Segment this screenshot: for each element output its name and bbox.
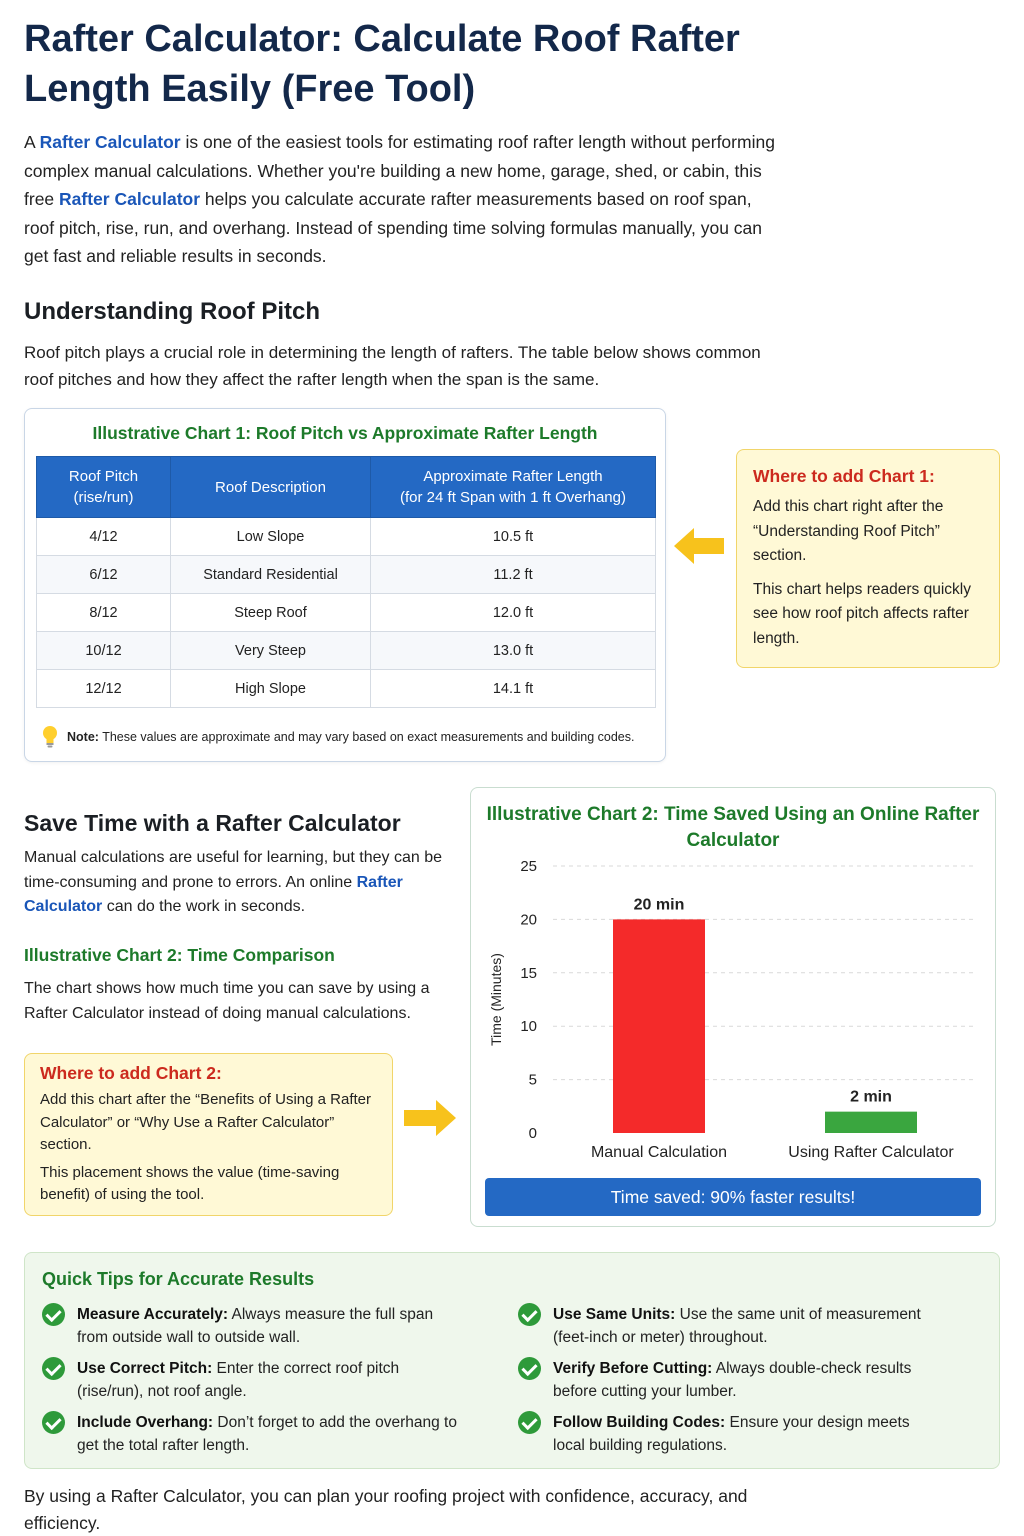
tip-item bbox=[518, 1357, 938, 1403]
table-row bbox=[37, 670, 656, 708]
table-cell: 12.0 ft bbox=[371, 594, 656, 632]
table-cell: 8/12 bbox=[37, 594, 171, 632]
table-cell: Low Slope bbox=[171, 518, 371, 556]
y-tick-label: 0 bbox=[528, 1125, 537, 1142]
save-time-paragraph bbox=[24, 846, 444, 920]
save-text-1: Manual calculations are useful for learning, but they can be time-consuming and prone to errors. An online bbox=[24, 849, 443, 891]
callout-chart1 bbox=[736, 449, 1000, 668]
header-line: (rise/run) bbox=[73, 489, 134, 506]
tip-text: Ensure your design meets local building regulations. bbox=[553, 1414, 910, 1454]
y-tick-label: 10 bbox=[520, 1018, 537, 1036]
x-tick-label: Manual Calculation bbox=[590, 1144, 728, 1161]
tips-title: Quick Tips for Accurate Results bbox=[42, 1269, 315, 1289]
tip-text: Always measure the full span from outside wall to outside wall. bbox=[77, 1306, 434, 1346]
column-header bbox=[171, 457, 371, 518]
intro-paragraph bbox=[24, 128, 784, 271]
tip-label: Verify Before Cutting: bbox=[553, 1360, 713, 1377]
callout2-text: This placement shows the value (time-saving benefit) of using the tool. bbox=[40, 1163, 340, 1203]
table-cell: 13.0 ft bbox=[371, 632, 656, 670]
x-tick-label: Using Rafter Calculator bbox=[788, 1144, 954, 1161]
chart1-title: Illustrative Chart 1: Roof Pitch vs Approximate Rafter Length bbox=[92, 423, 598, 443]
tip-item bbox=[42, 1357, 462, 1403]
tip-label: Measure Accurately: bbox=[77, 1306, 229, 1323]
table-cell: 12/12 bbox=[37, 670, 171, 708]
table-cell: Steep Roof bbox=[171, 594, 371, 632]
chart2-subheading: Illustrative Chart 2: Time Comparison bbox=[24, 945, 335, 965]
data-label: 20 min bbox=[633, 896, 685, 914]
rafter-calculator-link[interactable]: Rafter Calculator bbox=[24, 873, 403, 915]
table-cell: Standard Residential bbox=[171, 556, 371, 594]
quick-tips-panel bbox=[24, 1252, 1000, 1469]
arrow-left-icon bbox=[674, 527, 726, 565]
tip-text: Use the same unit of measurement (feet-inch or meter) throughout. bbox=[553, 1306, 921, 1346]
intro-text-3: helps you calculate accurate rafter measurements based on roof span, roof pitch, rise, run, and overhang. Instead of spending time solving formulas manually, you can get fast and reliable results in seconds. bbox=[24, 189, 762, 266]
chart2-description: The chart shows how much time you can save by using a Rafter Calculator instead of doing manual calculations. bbox=[24, 980, 430, 1022]
check-circle-icon bbox=[518, 1303, 541, 1326]
page-title: Rafter Calculator: Calculate Roof Rafter Length Easily (Free Tool) bbox=[24, 18, 740, 110]
y-tick-label: 25 bbox=[520, 858, 537, 875]
y-axis-label: Time (Minutes) bbox=[488, 953, 504, 1046]
tip-item bbox=[518, 1303, 938, 1349]
check-circle-icon bbox=[518, 1357, 541, 1380]
table-row bbox=[37, 594, 656, 632]
table-cell: 10/12 bbox=[37, 632, 171, 670]
header-line: Approximate Rafter Length bbox=[423, 468, 603, 485]
callout2-title: Where to add Chart 2: bbox=[40, 1063, 222, 1083]
save-time-heading: Save Time with a Rafter Calculator bbox=[24, 810, 401, 836]
column-header bbox=[37, 457, 171, 518]
tip-item bbox=[518, 1411, 938, 1457]
y-tick-label: 15 bbox=[520, 964, 537, 982]
tip-label: Follow Building Codes: bbox=[553, 1414, 726, 1431]
table-cell: 11.2 ft bbox=[371, 556, 656, 594]
callout1-text: Add this chart right after the “Understanding Roof Pitch” section. bbox=[753, 498, 944, 564]
table-row bbox=[37, 632, 656, 670]
check-circle-icon bbox=[42, 1411, 65, 1434]
check-circle-icon bbox=[518, 1411, 541, 1434]
tip-text: Don’t forget to add the overhang to get the total rafter length. bbox=[77, 1414, 457, 1454]
tip-label: Include Overhang: bbox=[77, 1414, 214, 1431]
tip-text: Enter the correct roof pitch (rise/run), not roof angle. bbox=[77, 1360, 400, 1400]
bar bbox=[613, 919, 705, 1133]
arrow-right-icon bbox=[404, 1099, 458, 1137]
bar bbox=[825, 1112, 917, 1133]
tip-label: Use Correct Pitch: bbox=[77, 1360, 213, 1377]
note-text: These values are approximate and may vary based on exact measurements and building codes. bbox=[98, 730, 635, 744]
closing-paragraph: By using a Rafter Calculator, you can plan your roofing project with confidence, accuracy, and efficiency. bbox=[24, 1486, 748, 1533]
bar-chart bbox=[471, 848, 997, 1168]
table-row bbox=[37, 518, 656, 556]
table-note bbox=[41, 725, 634, 749]
pitch-table bbox=[36, 456, 656, 708]
pitch-heading: Understanding Roof Pitch bbox=[24, 298, 320, 325]
intro-text-2: is one of the easiest tools for estimating roof rafter length without performing complex manual calculations. Whether you're building a new home, garage, shed, or cabin, this free bbox=[24, 132, 775, 209]
table-cell: 10.5 ft bbox=[371, 518, 656, 556]
rafter-calculator-link[interactable]: Rafter Calculator bbox=[59, 189, 201, 209]
table-cell: Very Steep bbox=[171, 632, 371, 670]
table-cell: 14.1 ft bbox=[371, 670, 656, 708]
header-line: Roof Description bbox=[215, 478, 326, 496]
tip-label: Use Same Units: bbox=[553, 1306, 676, 1323]
table-cell: 6/12 bbox=[37, 556, 171, 594]
rafter-calculator-link[interactable]: Rafter Calculator bbox=[39, 132, 181, 152]
table-row bbox=[37, 556, 656, 594]
callout1-title: Where to add Chart 1: bbox=[753, 466, 935, 486]
intro-text-1: A bbox=[24, 132, 40, 152]
table-cell: High Slope bbox=[171, 670, 371, 708]
callout1-text: This chart helps readers quickly see how roof pitch affects rafter length. bbox=[753, 580, 971, 647]
table-header-row bbox=[37, 457, 656, 518]
chart1-card bbox=[24, 408, 666, 762]
y-tick-label: 5 bbox=[528, 1071, 537, 1089]
tip-item bbox=[42, 1303, 462, 1349]
header-line: Roof Pitch bbox=[68, 468, 139, 485]
callout2-text: Add this chart after the “Benefits of Using a Rafter Calculator” or “Why Use a Rafter Calculator” section. bbox=[40, 1091, 371, 1153]
save-text-2: can do the work in seconds. bbox=[102, 898, 306, 915]
table-cell: 4/12 bbox=[37, 518, 171, 556]
y-tick-label: 20 bbox=[520, 911, 537, 929]
chart2-title: Illustrative Chart 2: Time Saved Using an Online Rafter Calculator bbox=[486, 804, 980, 851]
header-line: (for 24 ft Span with 1 ft Overhang) bbox=[400, 489, 626, 506]
callout-chart2 bbox=[24, 1053, 393, 1216]
time-saved-banner: Time saved: 90% faster results! bbox=[485, 1178, 981, 1216]
lightbulb-icon bbox=[41, 725, 59, 749]
tip-text: Always double-check results before cutting your lumber. bbox=[553, 1360, 912, 1400]
check-circle-icon bbox=[42, 1303, 65, 1326]
check-circle-icon bbox=[42, 1357, 65, 1380]
column-header bbox=[371, 457, 656, 518]
data-label: 2 min bbox=[850, 1088, 892, 1106]
tip-item bbox=[42, 1411, 462, 1457]
chart2-card bbox=[470, 787, 996, 1227]
note-label: Note: bbox=[67, 730, 99, 744]
pitch-paragraph: Roof pitch plays a crucial role in determining the length of rafters. The table below shows common roof pitches and how they affect the rafter length when the span is the same. bbox=[24, 343, 761, 389]
